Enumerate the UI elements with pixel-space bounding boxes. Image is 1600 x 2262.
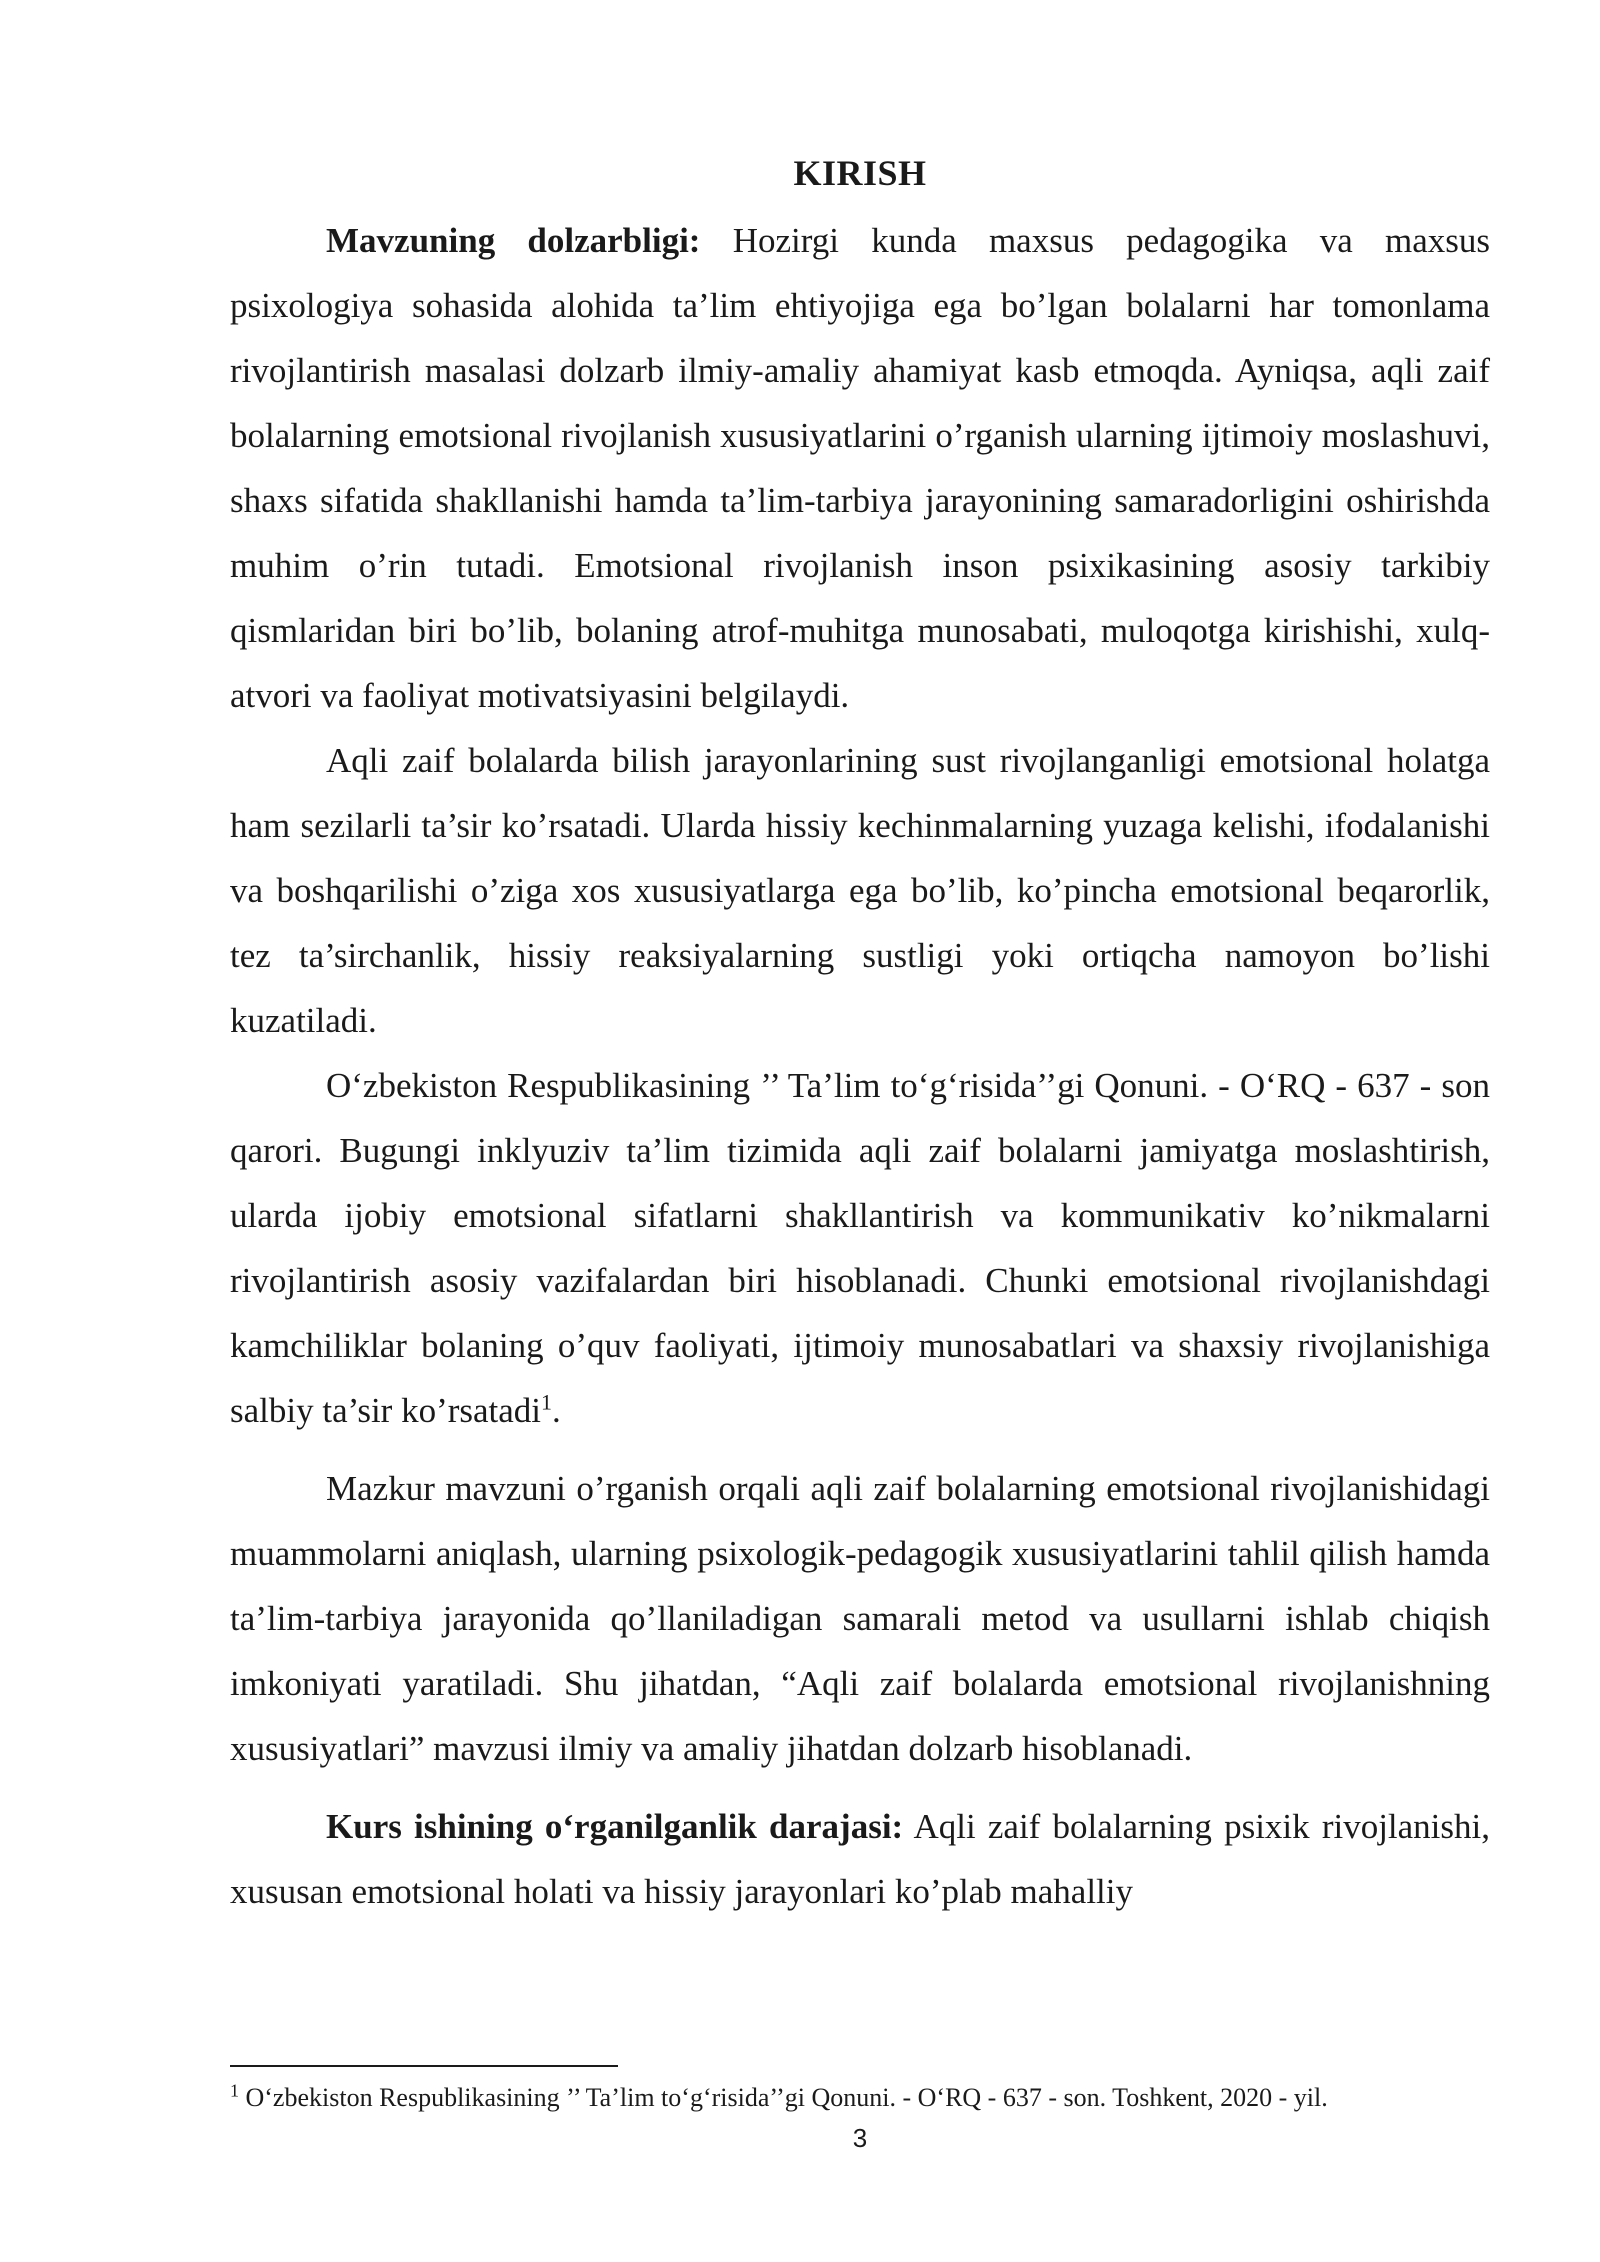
paragraph-tail: .	[552, 1391, 561, 1430]
footnote-reference[interactable]: 1	[541, 1389, 553, 1415]
footnote-separator	[230, 2065, 618, 2067]
footnote-marker: 1	[230, 2080, 239, 2101]
paragraph-topic	[230, 1456, 1490, 1781]
paragraph-study-level	[230, 1794, 1490, 1924]
paragraph-relevance	[230, 208, 1490, 728]
paragraph-lead: Mavzuning dolzarbligi:	[326, 221, 701, 260]
page-number: 3	[852, 2123, 868, 2153]
paragraph-cognitive	[230, 728, 1490, 1053]
paragraph-text: Aqli zaif bolalarda bilish jarayonlarining sust rivojlanganligi emotsional holatga ham sezilarli ta’sir ko’rsatadi. Ularda hissiy kechinmalarning yuzaga kelishi, ifodalanishi va boshqarilishi o’ziga xos xususiyatlarga ega bo’lib, ko’pincha emotsional beqarorlik, tez ta’sirchanlik, hissiy reaksiyalarning sustligi yoki ortiqcha namoyon bo’lishi kuzatiladi.	[230, 741, 1490, 1040]
footnote-text: O‘zbekiston Respublikasining ’’ Ta’lim to‘g‘risida’’gi Qonuni. - O‘RQ - 637 - son. Toshkent, 2020 - yil.	[239, 2083, 1328, 2112]
paragraph-lead: Kurs ishining o‘rganilganlik darajasi:	[326, 1807, 904, 1846]
footnote	[230, 2080, 1530, 2116]
page-title: KIRISH	[793, 153, 927, 193]
paragraph-text: Hozirgi kunda maxsus pedagogika va maxsus psixologiya sohasida alohida ta’lim ehtiyojiga ega bo’lgan bolalarni har tomonlama rivojlantirish masalasi dolzarb ilmiy-amaliy ahamiyat kasb etmoqda. Ayniqsa, aqli zaif bolalarning emotsional rivojlanish xususiyatlarini o’rganish ularning ijtimoiy moslashuvi, shaxs sifatida shakllanishi hamda ta’lim-tarbiya jarayonining samaradorligini oshirishda muhim o’rin tutadi. Emotsional rivojlanish inson psixikasining asosiy tarkibiy qismlaridan biri bo’lib, bolaning atrof-muhitga munosabati, muloqotga kirishishi, xulq-atvori va faoliyat motivatsiyasini belgilaydi.	[230, 221, 1490, 715]
paragraph-text: O‘zbekiston Respublikasining ’’ Ta’lim to‘g‘risida’’gi Qonuni. - O‘RQ - 637 - son qarori. Bugungi inklyuziv ta’lim tizimida aqli zaif bolalarni jamiyatga moslashtirish, ularda ijobiy emotsional sifatlarni shakllantirish va kommunikativ ko’nikmalarni rivojlantirish asosiy vazifalardan biri hisoblanadi. Chunki emotsional rivojlanishdagi kamchiliklar bolaning o’quv faoliyati, ijtimoiy munosabatlari va shaxsiy rivojlanishiga salbiy ta’sir ko’rsatadi	[230, 1066, 1490, 1430]
paragraph-law	[230, 1053, 1490, 1443]
paragraph-text: Mazkur mavzuni o’rganish orqali aqli zaif bolalarning emotsional rivojlanishidagi muammolarni aniqlash, ularning psixologik-pedagogik xususiyatlarini tahlil qilish hamda ta’lim-tarbiya jarayonida qo’llaniladigan samarali metod va usullarni ishlab chiqish imkoniyati yaratiladi. Shu jihatdan, “Aqli zaif bolalarda emotsional rivojlanishning xususiyatlari” mavzusi ilmiy va amaliy jihatdan dolzarb hisoblanadi.	[230, 1469, 1490, 1768]
paragraph-text: Aqli zaif bolalarning psixik rivojlanishi, xususan emotsional holati va hissiy jarayonlari ko’plab mahalliy	[230, 1807, 1491, 1911]
body-text	[230, 208, 1490, 1924]
